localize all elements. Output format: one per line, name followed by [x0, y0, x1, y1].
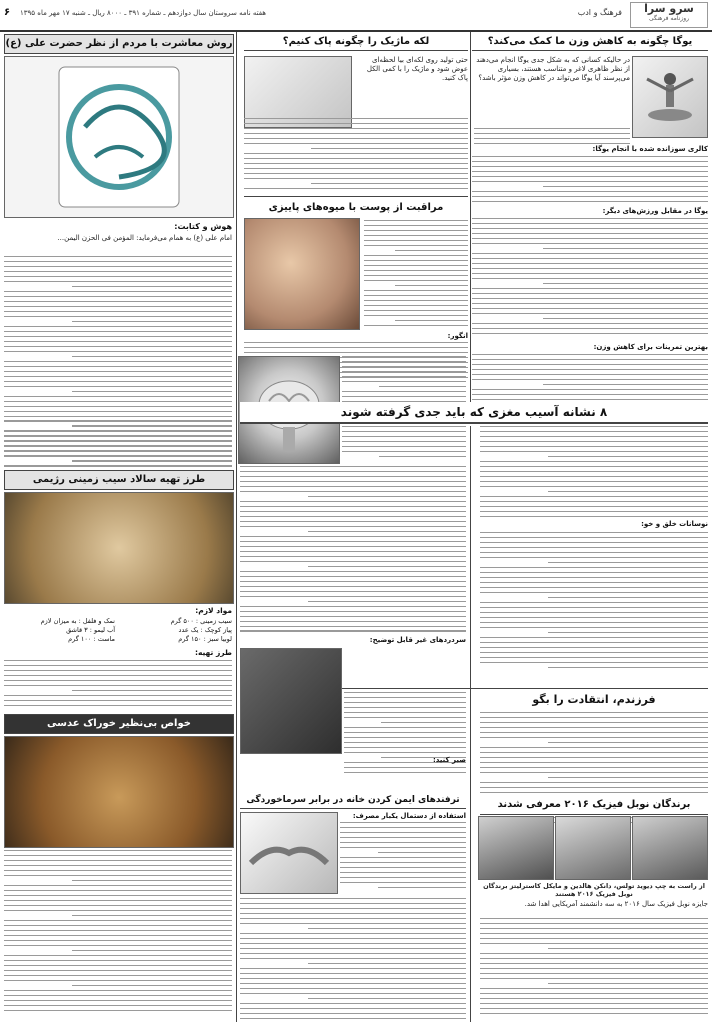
skincare-text-block-1 — [364, 220, 468, 330]
salad-ingredients-list — [4, 617, 232, 644]
hooshe-title: هوش و کتابت: — [174, 222, 232, 231]
hearing-photo — [240, 812, 338, 894]
brain-sub-2: سردردهای غیر قابل توضیح: — [369, 636, 466, 644]
nobel-photos — [480, 816, 708, 878]
lentil-photo — [4, 736, 234, 848]
yoga-text-block-3 — [472, 218, 708, 338]
child-sub-1: صبر کنید: — [432, 756, 466, 764]
logo-text: سرو سرا — [644, 2, 694, 15]
ingredient-item: لوبیا سبز : ۱۵۰ گرم — [178, 635, 232, 643]
nobel-title: برندگان نوبل فیزیک ۲۰۱۶ معرفی شدند — [480, 796, 708, 815]
makeup-text-block — [244, 118, 468, 193]
yoga-sub-4: بهترین تمرینات برای کاهش وزن: — [593, 343, 708, 351]
section-name: فرهنگ و ادب — [577, 8, 622, 17]
hooshe-lead: امام علی (ع) به همام می‌فرماید: المؤمن فی الحزن الیمن... — [57, 234, 232, 242]
ingredient-item: ماست : ۱۰۰ گرم — [68, 635, 115, 643]
ingredient-item: نمک و فلفل : به میزان لازم — [40, 617, 115, 625]
laureate-photo — [632, 816, 708, 880]
nobel-lead: جایزه نوبل فیزیک سال ۲۰۱۶ به سه دانشمند آمریکایی اهدا شد. — [524, 900, 708, 908]
hooshe-text-block — [4, 256, 232, 470]
yoga-photo — [632, 56, 708, 138]
salad-ingredients-title: مواد لازم: — [195, 606, 232, 615]
handshake-icon — [241, 813, 337, 893]
salad-method-text — [4, 660, 232, 710]
page-number: ۶ — [4, 7, 11, 18]
brain-text-block-1 — [480, 426, 708, 521]
makeup-article — [244, 34, 468, 51]
logo-subtitle: روزنامه فرهنگی — [649, 15, 689, 22]
lentil-text-block — [4, 850, 232, 1014]
yoga-sub-1: کالری سوزانده شده با انجام یوگا: — [592, 145, 708, 153]
skincare-photo — [244, 218, 360, 330]
salad-title: طرز تهیه سالاد سیب زمینی رژیمی — [4, 470, 234, 490]
ingredient-item: آب لیمو : ۳ قاشق — [66, 626, 115, 634]
laureate-photo — [478, 816, 554, 880]
page-header — [0, 0, 712, 32]
divider — [244, 196, 468, 197]
child-photo — [240, 648, 342, 754]
brain-text-block-3 — [240, 466, 466, 635]
ali-decorative-badge — [4, 56, 234, 218]
hearing-title: ترفندهای ایمن کردن خانه در برابر سرماخوردگی — [240, 792, 466, 809]
hearing-text-block-1 — [340, 822, 466, 892]
yoga-text-block-2 — [472, 156, 708, 206]
salad-method-title: طرز تهیه: — [194, 648, 232, 657]
child-title: فرزندم، انتقادت را بگو — [532, 693, 656, 706]
brain-sub-1: نوسانات خلق و خو: — [641, 520, 708, 528]
issue-line: هفته نامه سروستان سال دوازدهم ـ شماره ۳۹۱ ـ ۸۰۰۰ ریال ـ شنبه ۱۷ مهر ماه ۱۳۹۵ — [20, 9, 266, 17]
column-divider — [470, 32, 471, 402]
calligraphy-seal-icon — [5, 57, 233, 217]
column-divider — [236, 32, 237, 1022]
hearing-text-block-2 — [240, 898, 466, 1023]
yoga-title: یوگا چگونه به کاهش وزن ما کمک می‌کند؟ — [472, 34, 708, 51]
lentil-title: خواص بی‌نظیر خوراک عدسی — [4, 714, 234, 734]
makeup-lead: حتی تولید روی لکه‌ای بیا لحظه‌ای عوض شود و ماژیک را با کمی الکل پاک کنید. — [366, 56, 468, 82]
newspaper-logo — [630, 2, 708, 28]
ingredient-item: پیاز کوچک : یک عدد — [178, 626, 232, 634]
yoga-lead: در حالیکه کسانی که به شکل جدی یوگا انجام می‌دهند از نظر ظاهری لاغر و متناسب هستند، بسیاری می‌پرسند آیا یوگا می‌تواند در کاهش وزن مؤثر باشد؟ — [476, 56, 630, 82]
makeup-title: لکه ماژیک را چگونه پاک کنیم؟ — [244, 34, 468, 51]
yoga-article — [472, 34, 708, 51]
yoga-sub-2: یوگا در مقابل ورزش‌های دیگر: — [602, 207, 708, 215]
yoga-figure-icon — [633, 57, 707, 137]
ingredient-item: سیب زمینی : ۵۰۰ گرم — [170, 617, 232, 625]
nobel-text-block — [480, 918, 708, 1018]
ali-title: روش معاشرت با مردم از نظر حضرت علی (ع) — [4, 34, 234, 54]
salad-photo — [4, 492, 234, 604]
skincare-title: مراقبت از پوست با میوه‌های پاییزی — [268, 202, 444, 213]
column-divider — [470, 426, 471, 1022]
laureate-photo — [555, 816, 631, 880]
child-text-block-2 — [344, 692, 466, 777]
nobel-caption: از راست به چپ دیوید تولس، دانکن هالدین و مایکل کاسترلیتز برندگان نوبل فیزیک ۲۰۱۶ هستند — [483, 882, 705, 898]
skincare-sub-1: انگور: — [447, 332, 468, 340]
brain-text-block-2 — [480, 532, 708, 672]
brain-title: ۸ نشانه آسیب مغزی که باید جدی گرفته شوند — [240, 402, 708, 424]
hearing-sub-1: استفاده از دستمال یکبار مصرف: — [352, 812, 466, 820]
